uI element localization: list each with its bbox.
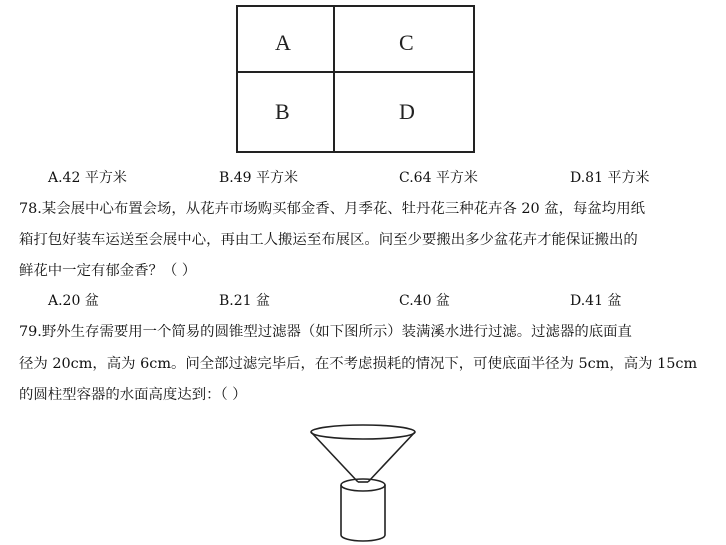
q79-stem-line-2: 径为 20cm，高为 6cm。问全部过滤完毕后，在不考虑损耗的情况下，可使底面半径为 5cm，高为 15cm xyxy=(19,356,698,372)
cell-label-b: B xyxy=(275,99,290,124)
q79-stem-line-1: 79.野外生存需要用一个简易的圆锥型过滤器（如下图所示）装满溪水进行过滤。过滤器的底面直 xyxy=(19,324,632,340)
q79-stem-line-3: 的圆柱型容器的水面高度达到：（ ） xyxy=(19,387,247,403)
cell-label-a: A xyxy=(275,30,291,55)
four-region-figure xyxy=(236,5,475,153)
q78-option-a[interactable]: A.20 盆 xyxy=(48,293,99,309)
cone-filter-cylinder-figure xyxy=(300,420,450,545)
cone-rim xyxy=(311,425,415,439)
cylinder-top xyxy=(341,479,385,491)
q77-option-d[interactable]: D.81 平方米 xyxy=(570,170,650,186)
q77-option-c[interactable]: C.64 平方米 xyxy=(399,170,478,186)
q78-stem-line-2: 箱打包好装车运送至会展中心，再由工人搬运至布展区。问至少要搬出多少盆花卉才能保证搬出的 xyxy=(19,232,638,248)
q77-option-a[interactable]: A.42 平方米 xyxy=(48,170,127,186)
q78-stem-line-3: 鲜花中一定有郁金香？（ ） xyxy=(19,263,197,279)
q78-option-b[interactable]: B.21 盆 xyxy=(219,293,271,309)
cell-label-d: D xyxy=(399,99,415,124)
q77-option-b[interactable]: B.49 平方米 xyxy=(219,170,299,186)
figure-horizontal-divider xyxy=(238,71,473,73)
cell-label-c: C xyxy=(399,30,414,55)
q78-stem-line-1: 78.某会展中心布置会场，从花卉市场购买郁金香、月季花、牡丹花三种花卉各 20 盆，每盆均用纸 xyxy=(19,201,645,217)
q78-option-d[interactable]: D.41 盆 xyxy=(570,293,622,309)
figure-vertical-divider xyxy=(333,7,335,151)
cylinder-bottom xyxy=(341,535,385,541)
q78-option-c[interactable]: C.40 盆 xyxy=(399,293,450,309)
